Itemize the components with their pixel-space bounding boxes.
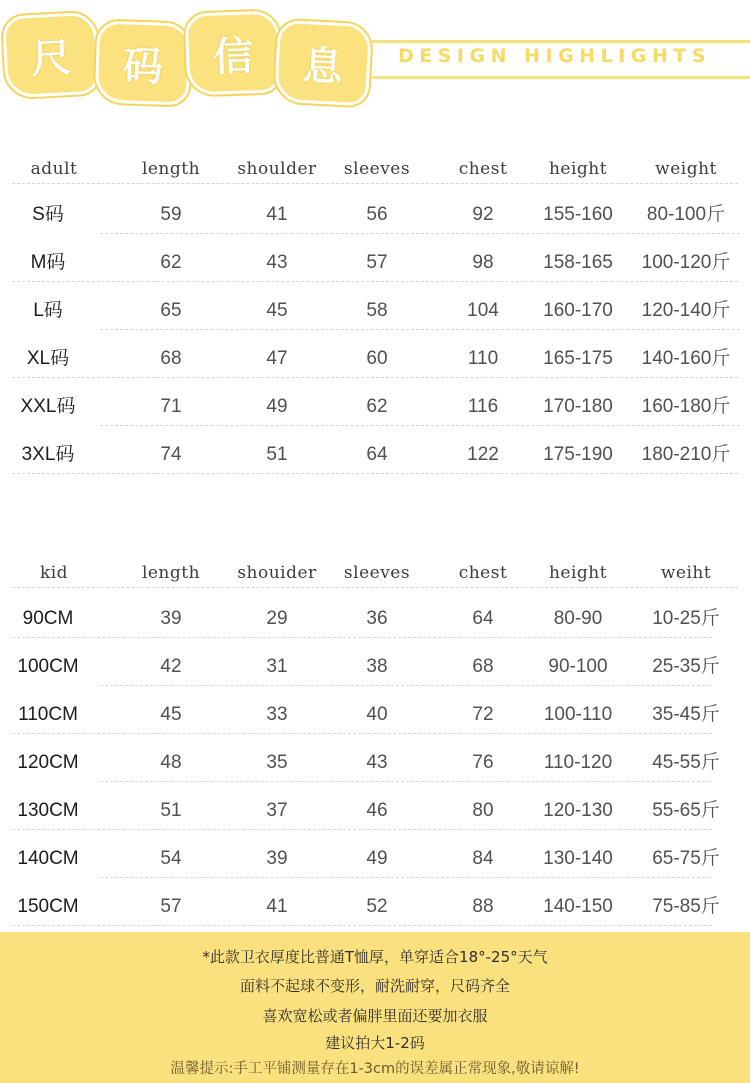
- table-row: [0, 287, 750, 335]
- column-header: adult: [30, 159, 78, 179]
- row-divider: [12, 183, 738, 184]
- size-value: 62: [366, 396, 388, 417]
- size-value: 36: [366, 608, 388, 629]
- size-value: 49: [366, 848, 388, 869]
- note-line-3: 喜欢宽松或者偏胖里面还要加衣服: [262, 1007, 488, 1025]
- row-divider: [100, 781, 710, 782]
- size-value: 48: [160, 752, 182, 773]
- design-highlights-label: DESIGN HIGHLIGHTS: [398, 45, 711, 67]
- size-label: XL码: [26, 348, 70, 369]
- table-row: [0, 335, 750, 383]
- size-value: 175-190: [543, 444, 613, 465]
- note-line-1: *此款卫衣厚度比普通T恤厚，单穿适合18°-25°天气: [202, 948, 548, 966]
- table-row: [0, 383, 750, 431]
- row-divider: [12, 637, 712, 638]
- size-value: 92: [472, 204, 494, 225]
- title-badge-1: 尺: [2, 12, 100, 99]
- size-value: 100-110: [543, 704, 613, 725]
- size-value: 64: [472, 608, 494, 629]
- size-value: 160-180斤: [641, 396, 731, 417]
- size-value: 45-55斤: [652, 752, 720, 773]
- table-row: [0, 191, 750, 239]
- size-value: 98: [472, 252, 494, 273]
- size-value: 42: [160, 656, 182, 677]
- size-value: 158-165: [543, 252, 613, 273]
- table-row: [0, 883, 750, 931]
- size-value: 180-210斤: [641, 444, 731, 465]
- note-line-2: 面料不起球不变形，耐洗耐穿，尺码齐全: [239, 977, 510, 995]
- size-value: 41: [266, 896, 288, 917]
- size-value: 45: [160, 704, 182, 725]
- size-value: 57: [366, 252, 388, 273]
- highlight-bottom-rule: [372, 76, 750, 79]
- column-header: chest: [458, 159, 508, 179]
- size-label: 150CM: [17, 896, 79, 917]
- title-badge-3: 信: [185, 10, 282, 95]
- size-value: 90-100: [548, 656, 608, 677]
- size-label: 140CM: [17, 848, 79, 869]
- size-value: 38: [366, 656, 388, 677]
- size-label: 90CM: [22, 608, 74, 629]
- size-value: 57: [160, 896, 182, 917]
- row-divider: [12, 377, 738, 378]
- size-value: 72: [472, 704, 494, 725]
- table-row: [0, 787, 750, 835]
- row-divider: [100, 329, 740, 330]
- table-row: [0, 239, 750, 287]
- title-badge-4: 息: [274, 20, 372, 107]
- size-value: 60: [366, 348, 388, 369]
- size-value: 37: [266, 800, 288, 821]
- size-value: 33: [266, 704, 288, 725]
- size-value: 35-45斤: [652, 704, 720, 725]
- size-value: 64: [366, 444, 388, 465]
- column-header: weight: [655, 159, 717, 179]
- size-value: 51: [160, 800, 182, 821]
- row-divider: [12, 473, 738, 474]
- size-value: 49: [266, 396, 288, 417]
- size-label: L码: [33, 300, 63, 321]
- size-value: 100-120斤: [641, 252, 731, 273]
- size-value: 84: [472, 848, 494, 869]
- size-value: 65: [160, 300, 182, 321]
- size-value: 25-35斤: [652, 656, 720, 677]
- size-value: 54: [160, 848, 182, 869]
- size-value: 76: [472, 752, 494, 773]
- size-label: 110CM: [18, 704, 78, 725]
- size-value: 68: [472, 656, 494, 677]
- size-value: 43: [366, 752, 388, 773]
- size-value: 10-25斤: [652, 608, 720, 629]
- size-value: 122: [467, 444, 499, 465]
- size-value: 116: [467, 396, 499, 417]
- highlight-top-rule: [372, 40, 750, 43]
- row-divider: [12, 829, 712, 830]
- size-value: 140-160斤: [641, 348, 731, 369]
- size-value: 110: [467, 348, 499, 369]
- size-value: 40: [366, 704, 388, 725]
- table-header-row: [0, 145, 750, 193]
- size-value: 65-75斤: [652, 848, 720, 869]
- size-value: 120-140斤: [641, 300, 731, 321]
- size-value: 75-85斤: [652, 896, 720, 917]
- note-line-4: 建议拍大1-2码: [325, 1034, 425, 1052]
- row-divider: [12, 587, 738, 588]
- column-header: kid: [39, 563, 69, 583]
- size-value: 56: [366, 204, 388, 225]
- row-divider: [12, 281, 738, 282]
- size-value: 155-160: [543, 204, 613, 225]
- size-value: 80: [472, 800, 494, 821]
- size-value: 80-90: [553, 608, 603, 629]
- column-header: chest: [458, 563, 508, 583]
- size-value: 140-150: [543, 896, 613, 917]
- size-label: 120CM: [17, 752, 79, 773]
- size-label: M码: [30, 252, 66, 273]
- size-value: 110-120: [543, 752, 613, 773]
- size-value: 74: [160, 444, 182, 465]
- notes-footer: [0, 932, 750, 1083]
- column-header: shouider: [237, 563, 317, 583]
- size-value: 41: [266, 204, 288, 225]
- size-value: 104: [467, 300, 499, 321]
- size-label: 130CM: [17, 800, 79, 821]
- table-row: [0, 431, 750, 479]
- table-row: [0, 595, 750, 643]
- row-divider: [100, 233, 740, 234]
- size-value: 170-180: [543, 396, 613, 417]
- size-value: 165-175: [543, 348, 613, 369]
- row-divider: [100, 685, 710, 686]
- size-label: XXL码: [20, 396, 76, 417]
- size-info-header: [0, 0, 750, 110]
- size-value: 120-130: [543, 800, 613, 821]
- table-row: [0, 691, 750, 739]
- size-label: S码: [32, 204, 64, 225]
- size-value: 59: [160, 204, 182, 225]
- size-value: 51: [266, 444, 288, 465]
- column-header: height: [548, 159, 608, 179]
- row-divider: [100, 877, 710, 878]
- size-value: 62: [160, 252, 182, 273]
- column-header: weiht: [660, 563, 712, 583]
- size-value: 130-140: [543, 848, 613, 869]
- table-row: [0, 835, 750, 883]
- column-header: sleeves: [343, 563, 411, 583]
- column-header: length: [141, 563, 201, 583]
- size-value: 39: [266, 848, 288, 869]
- column-header: shoulder: [237, 159, 317, 179]
- size-value: 43: [266, 252, 288, 273]
- size-value: 68: [160, 348, 182, 369]
- size-value: 71: [160, 396, 182, 417]
- table-header-row: [0, 549, 750, 597]
- measurement-tip: 温馨提示:手工平铺测量存在1-3cm的误差属正常现象,敬请谅解!: [170, 1061, 580, 1077]
- size-value: 45: [266, 300, 288, 321]
- size-value: 47: [266, 348, 288, 369]
- size-value: 31: [266, 656, 288, 677]
- column-header: length: [141, 159, 201, 179]
- title-badge-2: 码: [95, 20, 192, 105]
- size-label: 3XL码: [21, 444, 75, 465]
- row-divider: [12, 733, 712, 734]
- size-value: 29: [266, 608, 288, 629]
- size-value: 52: [366, 896, 388, 917]
- size-value: 88: [472, 896, 494, 917]
- column-header: sleeves: [343, 159, 411, 179]
- size-value: 55-65斤: [652, 800, 720, 821]
- size-value: 80-100斤: [646, 204, 726, 225]
- size-value: 58: [366, 300, 388, 321]
- size-value: 160-170: [543, 300, 613, 321]
- size-value: 39: [160, 608, 182, 629]
- row-divider: [12, 925, 712, 926]
- size-value: 46: [366, 800, 388, 821]
- size-value: 35: [266, 752, 288, 773]
- size-label: 100CM: [17, 656, 79, 677]
- column-header: height: [548, 563, 608, 583]
- table-row: [0, 643, 750, 691]
- row-divider: [100, 425, 740, 426]
- table-row: [0, 739, 750, 787]
